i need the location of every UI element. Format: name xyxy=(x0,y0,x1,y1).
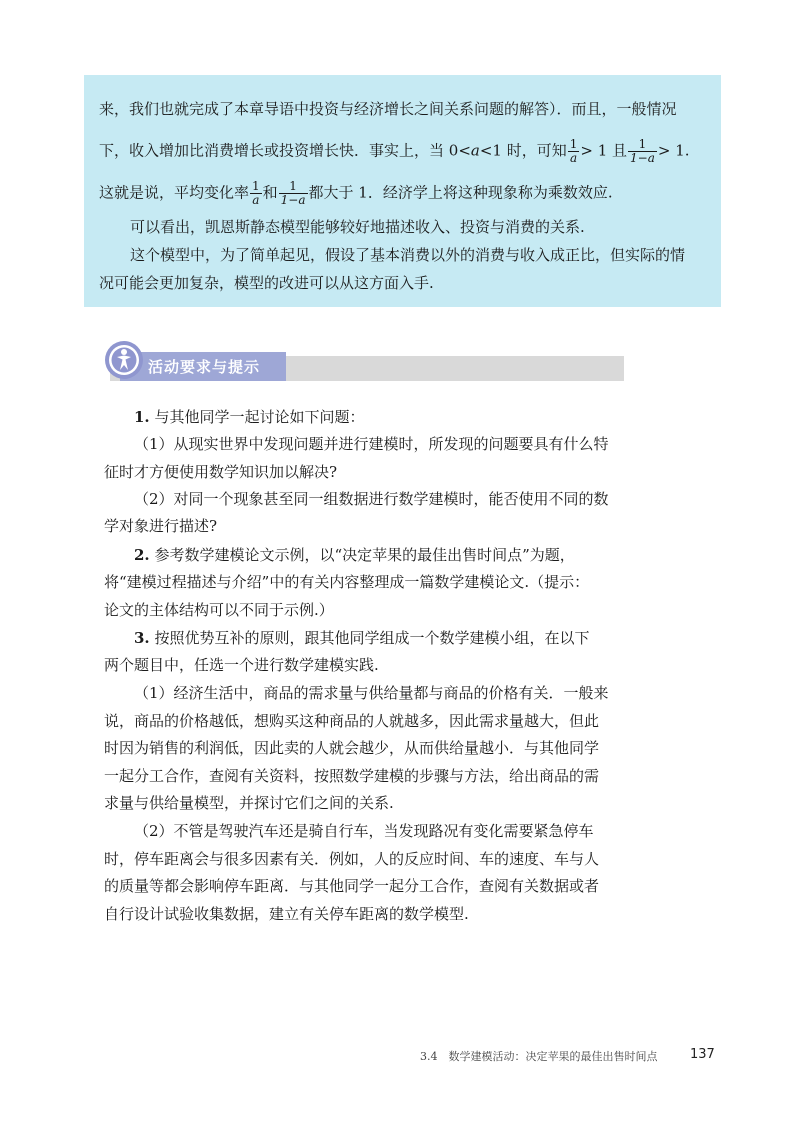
footer-section-title: 3.4 数学建模活动：决定苹果的最佳出售时间点 xyxy=(420,1050,658,1063)
box-line-5: 这个模型中，为了简单起见，假设了基本消费以外的消费与收入成正比，但实际的情 xyxy=(130,246,686,264)
var-a: a xyxy=(470,141,480,160)
box-line-3c: 都大于 1．经济学上将这种现象称为乘数效应. xyxy=(308,183,613,202)
item-3-q1-line-3: 时因为销售的利润低，因此卖的人就会越少，从而供给量越小．与其他同学 xyxy=(104,739,600,757)
banner-title: 活动要求与提示 xyxy=(148,358,261,376)
item-3-q1-line-4: 一起分工合作，查阅有关资料，按照数学建模的步骤与方法，给出商品的需 xyxy=(104,767,600,785)
box-line-2b: <1 时，可知 xyxy=(479,141,567,160)
item-2-line-1 xyxy=(134,544,575,566)
box-line-3a: 这就是说，平均变化率 xyxy=(99,183,250,202)
fraction-numerator: 1 xyxy=(252,179,260,193)
box-line-2c: > 1 且 xyxy=(580,141,628,160)
fraction-1-over-a xyxy=(250,180,262,207)
item-3-q2-line-4: 自行设计试验收集数据，建立有关停车距离的数学模型. xyxy=(104,905,469,923)
item-3-q1-line-1: （1）经济生活中，商品的需求量与供给量都与商品的价格有关．一般来 xyxy=(134,684,609,702)
item-1-q2-line-2: 学对象进行描述? xyxy=(104,517,218,535)
fraction-numerator: 1 xyxy=(279,180,308,194)
box-line-3b: 和 xyxy=(262,183,278,202)
item-3-line-2: 两个题目中，任选一个进行数学建模实践. xyxy=(104,656,379,674)
item-number: 2. xyxy=(134,546,150,564)
fraction-1-over-1-minus-a xyxy=(279,180,308,207)
item-1-q1-line-1: （1）从现实世界中发现问题并进行建模时，所发现的问题要具有什么特 xyxy=(134,435,609,453)
fraction-denominator: 1−a xyxy=(630,151,655,165)
item-3-q2-line-1: （2）不管是驾驶汽车还是骑自行车，当发现路况有变化需要紧急停车 xyxy=(134,822,594,840)
box-line-1: 来，我们也就完成了本章导语中投资与经济增长之间关系问题的解答）．而且，一般情况 xyxy=(99,100,677,118)
item-3-q2-line-3: 的质量等都会影响停车距离．与其他同学一起分工合作，查阅有关数据或者 xyxy=(104,877,600,895)
box-line-6: 况可能会更加复杂，模型的改进可以从这方面入手. xyxy=(99,274,434,292)
item-3-q2-line-2: 时，停车距离会与很多因素有关．例如，人的反应时间、车的速度、车与人 xyxy=(104,850,600,868)
fraction-1-over-1-minus-a xyxy=(628,138,657,165)
item-3-q1-line-5: 求量与供给量模型，并探讨它们之间的关系. xyxy=(104,794,394,812)
item-1 xyxy=(134,406,364,428)
fraction-1-over-a xyxy=(568,138,580,165)
box-line-2a: 下，收入增加比消费增长或投资增长快．事实上，当 0< xyxy=(99,141,471,160)
item-1-q2-line-1: （2）对同一个现象甚至同一组数据进行数学建模时，能否使用不同的数 xyxy=(134,490,609,508)
fraction-numerator: 1 xyxy=(628,138,657,152)
activity-person-icon xyxy=(104,340,144,380)
fraction-denominator: a xyxy=(252,193,260,207)
fraction-denominator: a xyxy=(569,151,578,165)
item-text: 参考数学建模论文示例，以“决定苹果的最佳出售时间点”为题， xyxy=(154,546,575,564)
item-2-line-3: 论文的主体结构可以不同于示例.） xyxy=(104,601,334,619)
box-line-4: 可以看出，凯恩斯静态模型能够较好地描述收入、投资与消费的关系. xyxy=(130,218,585,236)
box-line-3 xyxy=(99,180,613,207)
item-1-q1-line-2: 征时才方便使用数学知识加以解决? xyxy=(104,463,338,481)
item-3-line-1 xyxy=(134,627,589,649)
item-2-line-2: 将“建模过程描述与介绍”中的有关内容整理成一篇数学建模论文.（提示： xyxy=(104,573,590,591)
fraction-numerator: 1 xyxy=(569,137,578,151)
page-number: 137 xyxy=(690,1047,715,1062)
item-text: 与其他同学一起讨论如下问题： xyxy=(154,408,365,426)
fraction-denominator: 1−a xyxy=(280,193,306,207)
item-3-q1-line-2: 说，商品的价格越低，想购买这种商品的人就越多，因此需求量越大，但此 xyxy=(104,712,600,730)
box-line-2d: > 1. xyxy=(657,141,690,160)
item-number: 3. xyxy=(134,629,150,647)
box-line-2 xyxy=(99,138,690,165)
item-text: 按照优势互补的原则，跟其他同学组成一个数学建模小组，在以下 xyxy=(154,629,590,647)
item-number: 1. xyxy=(134,408,150,426)
